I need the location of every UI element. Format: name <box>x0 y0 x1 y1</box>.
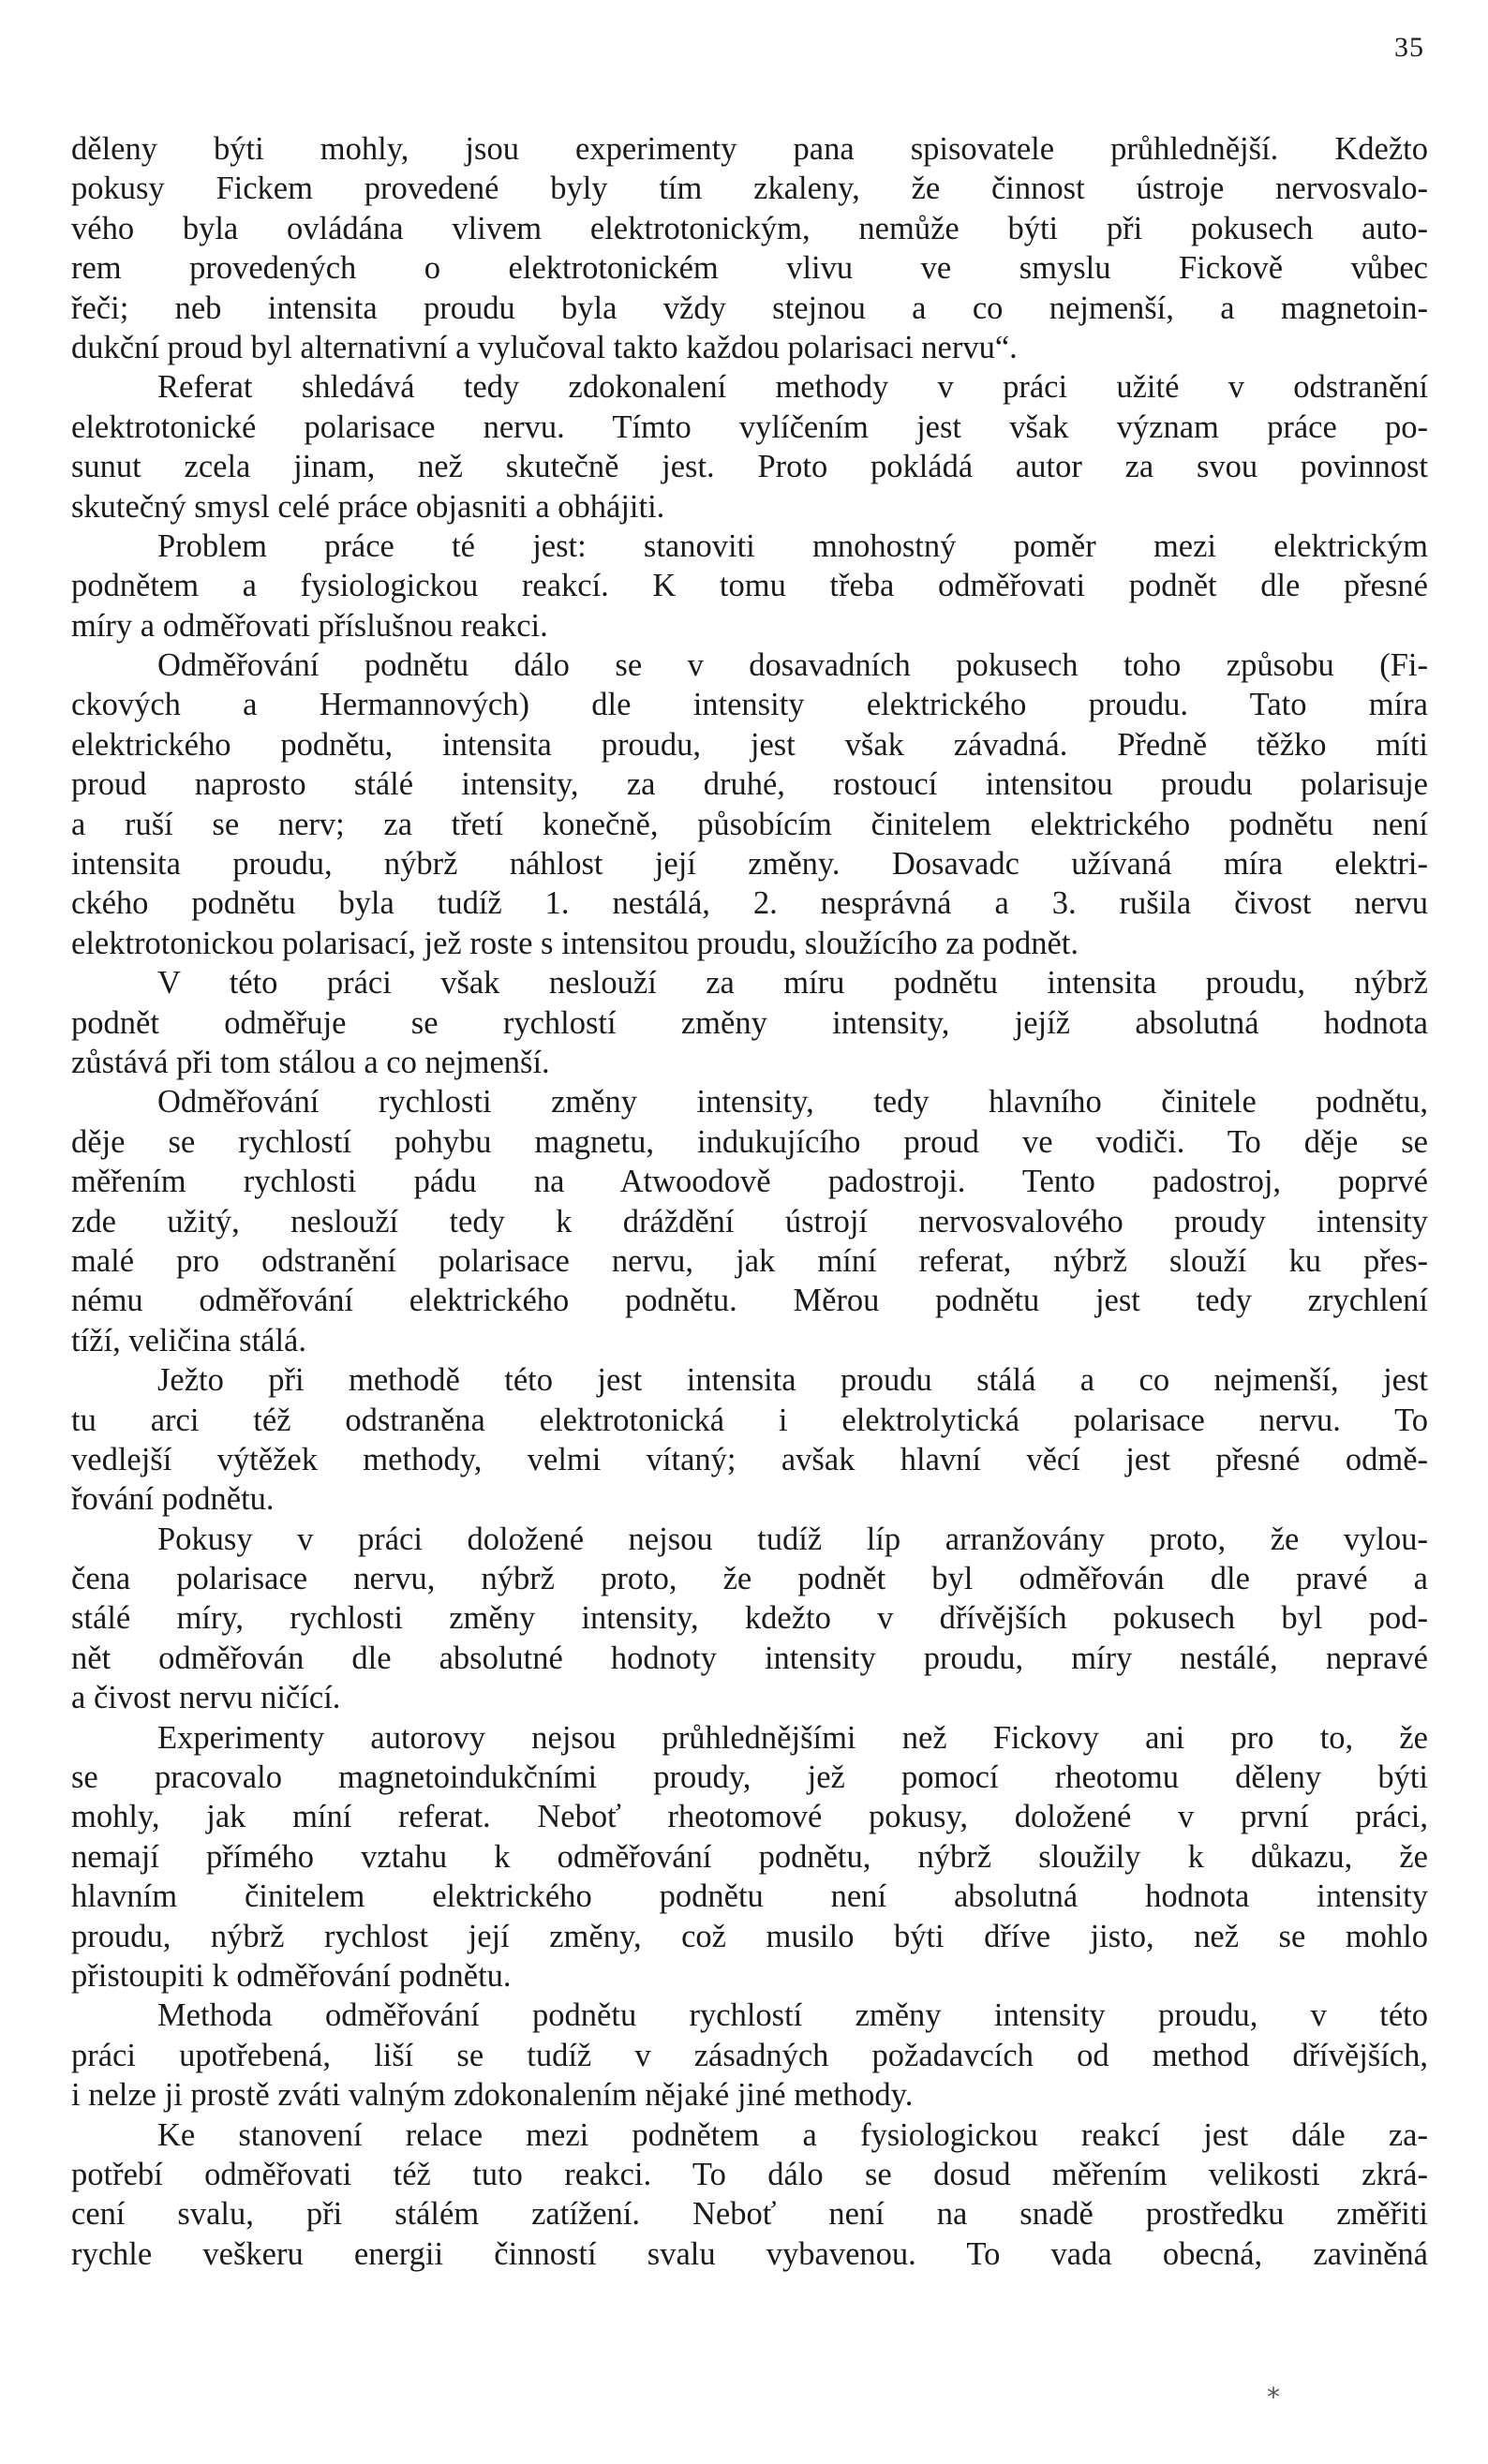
text-line: a čivost nervu ničící. <box>71 1680 341 1716</box>
text-line: míry a odměřovati příslušnou reakci. <box>71 607 548 644</box>
text-line: skutečný smysl celé práce objasniti a obhájiti. <box>71 488 665 525</box>
text-line: a ruší se nerv; za třetí konečně, působícím činitelem elektrického podnětu není <box>71 806 1428 842</box>
text-line: i nelze ji prostě zváti valným zdokonalením nějaké jiné methody. <box>71 2077 914 2114</box>
text-line: Pokusy v práci doložené nejsou tudíž líp arranžovány proto, že vylou- <box>157 1521 1428 1557</box>
text-line: intensita proudu, nýbrž náhlost její změny. Dosavadc užívaná míra elektri- <box>71 846 1428 883</box>
text-line: rem provedených o elektrotonickém vlivu ve smyslu Fickově vůbec <box>71 250 1428 287</box>
text-line: Methoda odměřování podnětu rychlostí změny intensity proudu, v této <box>157 1997 1428 2034</box>
text-line: přistoupiti k odměřování podnětu. <box>71 1957 512 1994</box>
text-line: elektrického podnětu, intensita proudu, jest však závadná. Předně těžko míti <box>71 726 1428 763</box>
text-line: rychle veškeru energii činností svalu vybavenou. To vada obecná, zaviněná <box>71 2235 1428 2272</box>
text-line: Ježto při methodě této jest intensita proudu stálá a co nejmenší, jest <box>157 1362 1428 1399</box>
text-line: tíží, veličina stálá. <box>71 1322 306 1358</box>
text-line: Odměřování rychlosti změny intensity, tedy hlavního činitele podnětu, <box>157 1084 1428 1121</box>
text-line: měřením rychlosti pádu na Atwoodově padostroji. Tento padostroj, poprvé <box>71 1164 1428 1200</box>
text-line: cení svalu, při stálém zatížení. Neboť není na snadě prostředku změřiti <box>71 2196 1428 2233</box>
text-line: nému odměřování elektrického podnětu. Měrou podnětu jest tedy zrychlení <box>71 1283 1428 1319</box>
text-line: elektrotonické polarisace nervu. Tímto vylíčením jest však význam práce po- <box>71 408 1428 445</box>
text-line: elektrotonickou polarisací, jež roste s intensitou proudu, sloužícího za podnět. <box>71 925 1079 961</box>
text-line: V této práci však neslouží za míru podnětu intensita proudu, nýbrž <box>157 965 1428 1002</box>
text-line: sunut zcela jinam, než skutečně jest. Proto pokládá autor za svou povinnost <box>71 449 1428 485</box>
text-line: tu arci též odstraněna elektrotonická i elektrolytická polarisace nervu. To <box>71 1402 1428 1438</box>
text-line: vého byla ovládána vlivem elektrotonickým, nemůže býti při pokusech auto- <box>71 210 1428 246</box>
signature-mark: * <box>1267 2382 1280 2412</box>
text-line: mohly, jak míní referat. Neboť rheotomové pokusy, doložené v první práci, <box>71 1799 1428 1835</box>
text-line: ckových a Hermannových) dle intensity elektrického proudu. Tato míra <box>71 687 1428 723</box>
text-line: stálé míry, rychlosti změny intensity, kdežto v dřívějších pokusech byl pod- <box>71 1600 1428 1637</box>
text-line: vedlejší výtěžek methody, velmi vítaný; avšak hlavní věcí jest přesné odmě- <box>71 1441 1428 1477</box>
text-line: podnětem a fysiologickou reakcí. K tomu třeba odměřovati podnět dle přesné <box>71 568 1428 604</box>
text-line: proud naprosto stálé intensity, za druhé, rostoucí intensitou proudu polarisuje <box>71 766 1428 803</box>
text-line: Problem práce té jest: stanoviti mnohostný poměr mezi elektrickým <box>157 527 1428 564</box>
text-line: děje se rychlostí pohybu magnetu, indukujícího proud ve vodiči. To děje se <box>71 1123 1428 1160</box>
text-line: Ke stanovení relace mezi podnětem a fysiologickou reakcí jest dále za- <box>157 2116 1428 2153</box>
text-line: zůstává při tom stálou a co nejmenší. <box>71 1044 550 1080</box>
text-line: podnět odměřuje se rychlostí změny intensity, jejíž absolutná hodnota <box>71 1004 1428 1041</box>
body-text <box>71 129 1428 2274</box>
text-line: řeči; neb intensita proudu byla vždy stejnou a co nejmenší, a magnetoin- <box>71 289 1428 326</box>
text-line: Experimenty autorovy nejsou průhlednějšími než Fickovy ani pro to, že <box>157 1719 1428 1756</box>
text-line: dukční proud byl alternativní a vylučoval takto každou polarisaci nervu“. <box>71 329 1018 365</box>
page-number: 35 <box>1394 32 1424 63</box>
text-line: Odměřování podnětu dálo se v dosavadních pokusech toho způsobu (Fi- <box>157 647 1428 684</box>
text-line: zde užitý, neslouží tedy k dráždění ústrojí nervosvalového proudy intensity <box>71 1203 1428 1239</box>
text-line: se pracovalo magnetoindukčními proudy, jež pomocí rheotomu děleny býti <box>71 1759 1428 1796</box>
text-line: ckého podnětu byla tudíž 1. nestálá, 2. nesprávná a 3. rušila čivost nervu <box>71 885 1428 922</box>
text-line: hlavním činitelem elektrického podnětu není absolutná hodnota intensity <box>71 1878 1428 1915</box>
text-line: malé pro odstranění polarisace nervu, jak míní referat, nýbrž slouží ku přes- <box>71 1242 1428 1279</box>
text-line: nemají přímého vztahu k odměřování podnětu, nýbrž sloužily k důkazu, že <box>71 1838 1428 1875</box>
text-line: proudu, nýbrž rychlost její změny, což musilo býti dříve jisto, než se mohlo <box>71 1918 1428 1954</box>
text-line: čena polarisace nervu, nýbrž proto, že podnět byl odměřován dle pravé a <box>71 1561 1428 1597</box>
text-line: nět odměřován dle absolutné hodnoty intensity proudu, míry nestálé, nepravé <box>71 1640 1428 1676</box>
text-line: práci upotřebená, liší se tudíž v zásadných požadavcích od method dřívějších, <box>71 2037 1428 2073</box>
text-line: pokusy Fickem provedené byly tím zkaleny, že činnost ústroje nervosvalo- <box>71 171 1428 207</box>
text-line: Referat shledává tedy zdokonalení methody v práci užité v odstranění <box>157 369 1428 406</box>
text-line: řování podnětu. <box>71 1481 275 1518</box>
text-line: potřebí odměřovati též tuto reakci. To dálo se dosud měřením velikosti zkrá- <box>71 2156 1428 2192</box>
text-line: děleny býti mohly, jsou experimenty pana spisovatele průhlednější. Kdežto <box>71 131 1428 167</box>
